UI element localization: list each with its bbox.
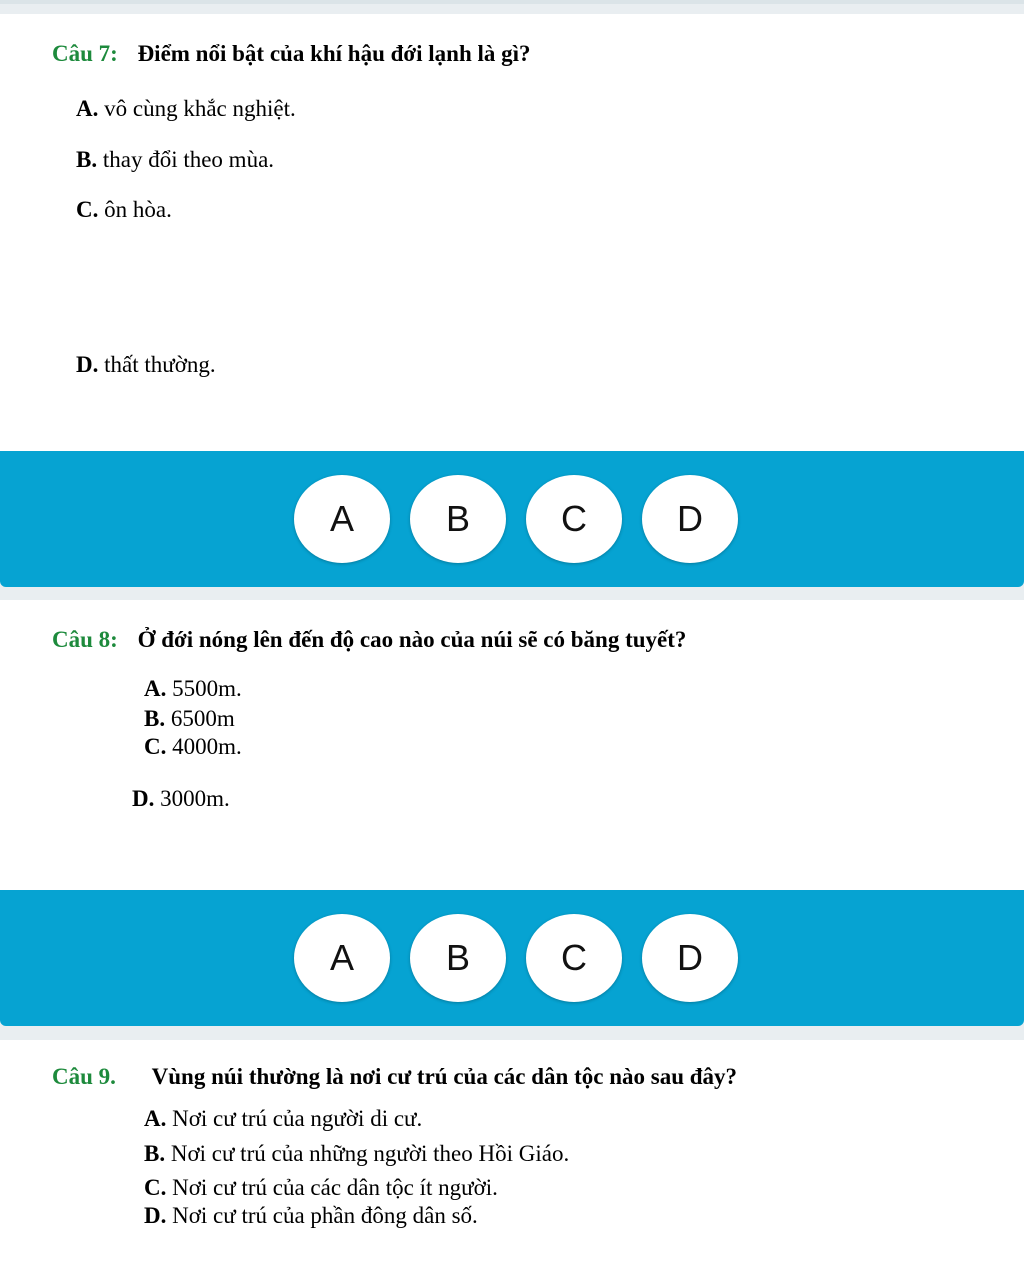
answer-bar-8 [0, 890, 1024, 1026]
answer-button-a[interactable]: A [294, 914, 390, 1002]
question-title [52, 1064, 737, 1090]
option-d [132, 786, 230, 812]
option-text: thay đổi theo mùa. [102, 147, 275, 172]
question-number: Câu 7: [52, 41, 118, 66]
option-text: Nơi cư trú của các dân tộc ít người. [172, 1175, 498, 1200]
answer-button-a[interactable]: A [294, 475, 390, 563]
question-card-7 [0, 14, 1024, 451]
question-title [52, 41, 531, 67]
option-text: 6500m [170, 706, 235, 731]
option-b [144, 1141, 569, 1167]
option-letter: D. [132, 786, 155, 811]
option-c [144, 734, 242, 760]
question-text: Ở đới nóng lên đến độ cao nào của núi sẽ có băng tuyết? [137, 627, 687, 652]
option-letter: A. [144, 676, 167, 701]
option-c [76, 197, 172, 223]
option-letter: B. [144, 1141, 166, 1166]
option-letter: D. [144, 1203, 167, 1228]
option-text: Nơi cư trú của người di cư. [172, 1106, 423, 1131]
option-d [76, 352, 216, 378]
option-a [144, 1106, 422, 1132]
option-letter: C. [76, 197, 99, 222]
option-letter: C. [144, 1175, 167, 1200]
option-a [144, 676, 242, 702]
question-number: Câu 9. [52, 1064, 116, 1089]
option-letter: B. [144, 706, 166, 731]
option-a [76, 96, 296, 122]
option-text: ôn hòa. [104, 197, 172, 222]
option-letter: C. [144, 734, 167, 759]
option-letter: A. [144, 1106, 167, 1131]
option-c [144, 1175, 498, 1201]
option-text: vô cùng khắc nghiệt. [104, 96, 296, 121]
question-card-9 [0, 1040, 1024, 1280]
option-letter: B. [76, 147, 98, 172]
answer-button-b[interactable]: B [410, 914, 506, 1002]
option-letter: A. [76, 96, 99, 121]
answer-button-d[interactable]: D [642, 914, 738, 1002]
answer-button-c[interactable]: C [526, 914, 622, 1002]
question-text: Điểm nổi bật của khí hậu đới lạnh là gì? [137, 41, 531, 66]
option-d [144, 1203, 478, 1229]
option-text: Nơi cư trú của những người theo Hồi Giáo. [170, 1141, 570, 1166]
answer-button-b[interactable]: B [410, 475, 506, 563]
answer-button-c[interactable]: C [526, 475, 622, 563]
option-letter: D. [76, 352, 99, 377]
question-card-8 [0, 600, 1024, 890]
option-text: 5500m. [172, 676, 242, 701]
answer-bar-7 [0, 451, 1024, 587]
option-text: Nơi cư trú của phần đông dân số. [172, 1203, 478, 1228]
option-b [76, 147, 274, 173]
question-text: Vùng núi thường là nơi cư trú của các dân tộc nào sau đây? [151, 1064, 738, 1089]
option-text: 4000m. [172, 734, 242, 759]
option-text: thất thường. [104, 352, 216, 377]
top-divider [0, 0, 1024, 4]
option-text: 3000m. [160, 786, 230, 811]
option-b [144, 706, 235, 732]
question-title [52, 627, 686, 653]
answer-button-d[interactable]: D [642, 475, 738, 563]
question-number: Câu 8: [52, 627, 118, 652]
